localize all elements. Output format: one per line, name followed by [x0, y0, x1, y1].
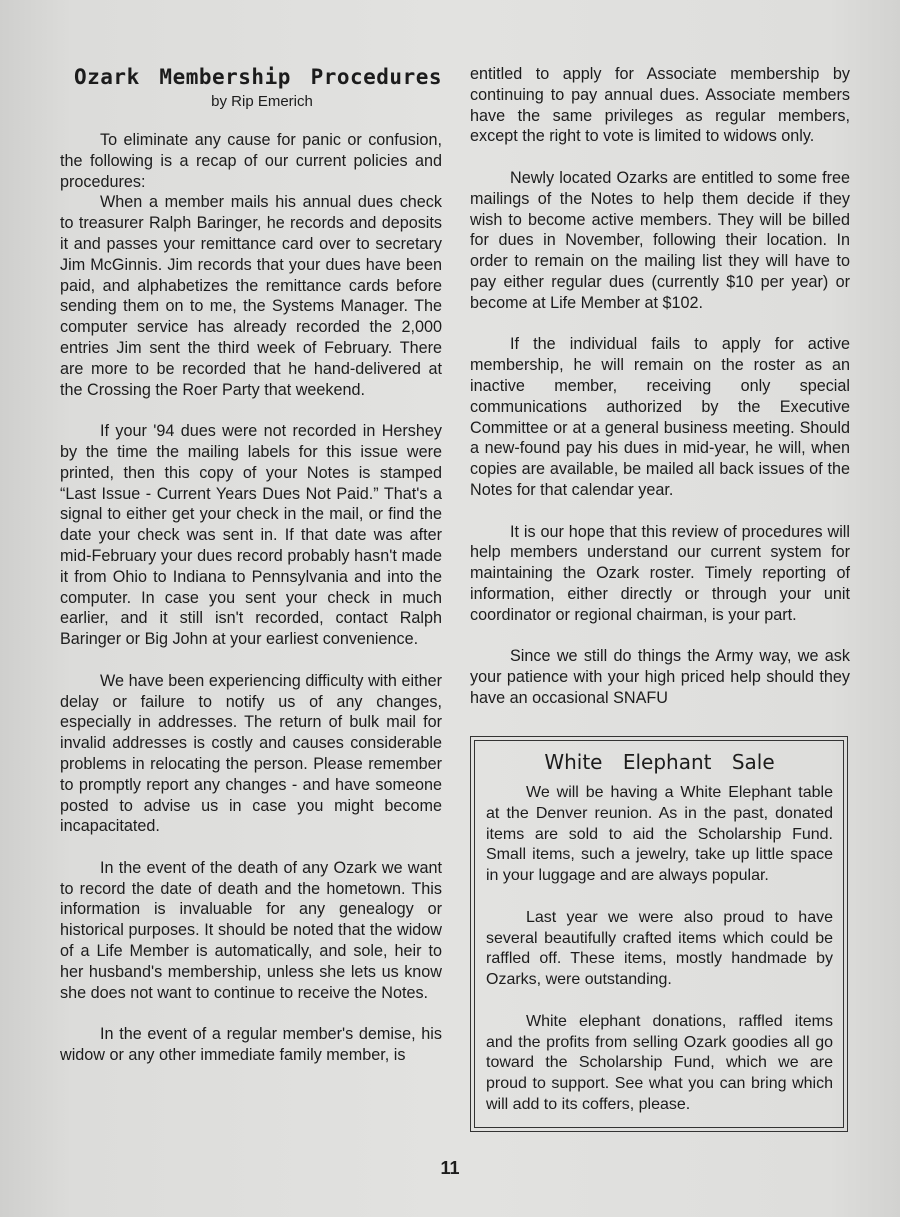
article-paragraph: Newly located Ozarks are entitled to some free mailings of the Notes to help them decide if they wish to become active members. They will be billed for dues in November, following their location. In order to remain on the mailing list they will have to pay either regular dues (currently $10 per year) or become at Life Member at $102.: [470, 168, 850, 312]
article-paragraph: Since we still do things the Army way, we ask your patience with your high priced help should they have an occasional SNAFU: [470, 647, 850, 707]
right-column: [470, 64, 850, 709]
article-paragraph: In the event of a regular member's demise, his widow or any other immediate family member, is: [60, 1025, 442, 1065]
page-number: 11: [440, 1158, 460, 1178]
article-title-word: Ozark: [74, 65, 140, 89]
box-paragraph: We will be having a White Elephant table at the Denver reunion. As in the past, donated items are sold to aid the Scholarship Fund. Small items, such a jewelry, take up little space in your luggage and are always popular.: [486, 784, 833, 885]
article-paragraph: If your '94 dues were not recorded in Hershey by the time the mailing labels for this issue were printed, then this copy of your Notes is stamped “Last Issue - Current Years Dues Not Paid.” That's a signal to either get your check in the mail, or find the date your check was sent in. If that date was after mid-February your dues record probably hasn't made it from Ohio to Indiana to Pennsylvania and into the computer. In case you sent your check in much earlier, and it still isn't recorded, contact Ralph Baringer or Big John at your earliest convenience.: [60, 422, 442, 649]
article-paragraph: We have been experiencing difficulty with either delay or failure to notify us of any changes, especially in addresses. The return of bulk mail for invalid addresses is costly and causes considerable problems in relocating the person. Please remember to promptly report any changes - and have someone posted to advise us in case you might become incapacitated.: [60, 671, 442, 836]
box-paragraph: White elephant donations, raffled items and the profits from selling Ozark goodies all go toward the Scholarship Fund, which we are proud to support. See what you can bring which will add to its coffers, please.: [486, 1012, 833, 1113]
article-paragraph: If the individual fails to apply for active membership, he will remain on the roster as an inactive member, receiving only special communications authorized by the Executive Committee or at a general business meeting. Should a new-found pay his dues in mid-year, he will, when copies are available, be mailed all back issues of the Notes for that calendar year.: [470, 335, 850, 499]
left-column: [60, 64, 442, 1066]
article-title: [74, 64, 442, 90]
article-title-word: Membership: [159, 65, 291, 89]
article-paragraph: To eliminate any cause for panic or confusion, the following is a recap of our current policies and procedures:: [60, 131, 442, 191]
article-paragraph: In the event of the death of any Ozark we want to record the date of death and the hometown. This information is invaluable for any genealogy or historical purposes. It should be noted that the widow of a Life Member is automatically, and sole, heir to her husband's membership, unless she lets us know she does not want to continue to receive the Notes.: [60, 858, 442, 1002]
white-elephant-sale-title: White Elephant Sale: [544, 750, 775, 774]
box-paragraph: Last year we were also proud to have several beautifully crafted items which could be raffled off. These items, mostly handmade by Ozarks, were outstanding.: [486, 908, 833, 989]
article-paragraph: It is our hope that this review of procedures will help members understand our current system for maintaining the Ozark roster. Timely reporting of information, either directly or through your unit coordinator or regional chairman, is your part.: [470, 522, 850, 624]
article-paragraph: entitled to apply for Associate membership by continuing to pay annual dues. Associate members have the same privileges as regular members, except the right to vote is limited to widows only.: [470, 65, 850, 146]
white-elephant-sale-box: [470, 736, 848, 1132]
article-paragraph: When a member mails his annual dues check to treasurer Ralph Baringer, he records and deposits it and passes your remittance card over to secretary Jim McGinnis. Jim records that your dues have been paid, and alphabetizes the remittance cards before sending them on to me, the Systems Manager. The computer service has already recorded the 2,000 entries Jim sent the third week of February. There are more to be recorded that he hand-delivered at the Crossing the Roer Party that weekend.: [60, 193, 442, 399]
article-title-word: Procedures: [310, 65, 442, 89]
white-elephant-sale-box-inner: [474, 740, 844, 1128]
article-byline: by Rip Emerich: [211, 93, 313, 110]
